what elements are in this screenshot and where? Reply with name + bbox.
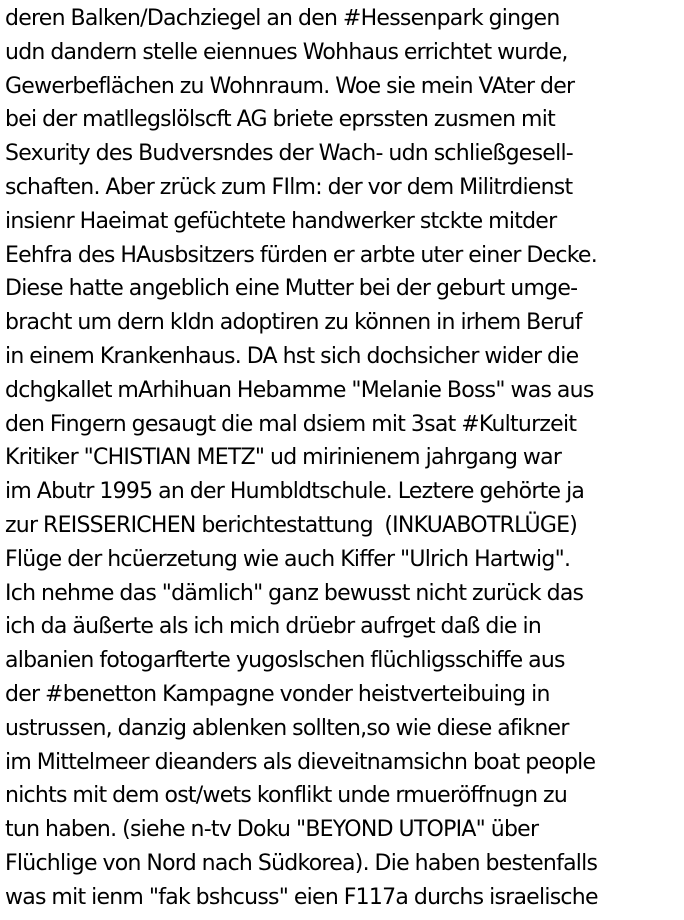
text-line: im Mittelmeer dieanders als dieveitnamsichn boat people <box>5 749 596 775</box>
text-line: udn dandern stelle eiennues Wohhaus errichtet wurde, <box>5 39 568 65</box>
text-line: tun haben. (siehe n-tv Doku "BEYOND UTOPIA" über <box>5 817 539 843</box>
text-line: im Abutr 1995 an der Humbldtschule. Leztere gehörte ja <box>5 479 585 505</box>
text-line: den Fingern gesaugt die mal dsiem mit 3sat #Kulturzeit <box>5 411 577 437</box>
text-line: Eehfra des HAusbsitzers fürden er arbte uter einer Decke. <box>5 242 597 268</box>
text-line: was mit ienm "fak bshcuss" eien F117a durchs israelische <box>5 884 598 910</box>
text-line: Kritiker "CHISTIAN METZ" ud mirinienem jahrgang war <box>5 445 562 471</box>
text-line: in einem Krankenhaus. DA hst sich dochsicher wider die <box>5 343 579 369</box>
text-line: Ich nehme das "dämlich" ganz bewusst nicht zurück das <box>5 580 584 606</box>
text-line: deren Balken/Dachziegel an den #Hessenpark gingen <box>5 6 560 31</box>
text-line: Gewerbeflächen zu Wohnraum. Woe sie mein VAter der <box>5 73 575 99</box>
text-line: Diese hatte angeblich eine Mutter bei der geburt umge- <box>5 276 578 302</box>
text-line: bei der matllegslölscft AG briete eprssten zusmen mit <box>5 107 555 133</box>
text-line: bracht um dern kIdn adoptiren zu können in irhem Beruf <box>5 310 582 336</box>
text-line: dchgkallet mArhihuan Hebamme "Melanie Boss" was aus <box>5 377 594 403</box>
text-line: albanien fotogarfterte yugoslschen flüchligsschiffe aus <box>5 648 565 674</box>
text-line: Flüchlige von Nord nach Südkorea). Die haben bestenfalls <box>5 850 598 876</box>
text-line: ustrussen, danzig ablenken sollten,so wie diese afikner <box>5 715 569 741</box>
text-line: schaften. Aber zrück zum FIlm: der vor dem Militrdienst <box>5 174 573 200</box>
text-line: ich da äußerte als ich mich drüebr aufrget daß die in <box>5 614 542 640</box>
text-line: Sexurity des Budversndes der Wach- udn schließgesell- <box>5 141 573 167</box>
text-line: der #benetton Kampagne vonder heistverteibuing in <box>5 681 550 707</box>
text-line: zur REISSERICHEN berichtestattung (INKUABOTRLÜGE) <box>5 512 578 538</box>
text-line: insienr Haeimat gefüchtete handwerker stckte mitder <box>5 208 557 234</box>
body-text <box>5 2 598 915</box>
text-line: nichts mit dem ost/wets konflikt unde rmueröffnugn zu <box>5 783 568 809</box>
text-line: Flüge der hcüerzetung wie auch Kiffer "Ulrich Hartwig". <box>5 546 571 572</box>
